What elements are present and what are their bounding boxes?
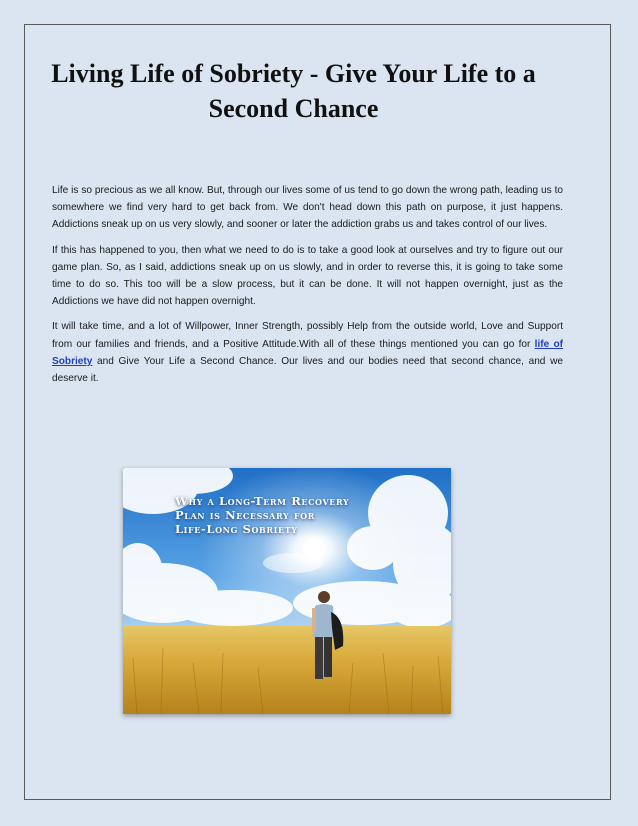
paragraph-2: If this has happened to you, then what we need to do is to take a good look at ourselves and try to figure out our game plan. So, as I said, addictions sneak up on us slowly, and in order to reverse this, it is going to take some time to do so. This too will be a slow process, but it can be done. It will not happen overnight, just as the Addictions we have did not happen overnight. bbox=[52, 244, 563, 308]
paragraph-3-text-before: It will take time, and a lot of Willpower, Inner Strength, possibly Help from the outside world, Love and Support from our families and friends, and a Positive Attitude.With all of these things mentioned you can go for bbox=[52, 321, 563, 350]
paragraph-3 bbox=[52, 318, 563, 387]
wheat-field bbox=[123, 626, 451, 714]
image-caption bbox=[175, 494, 395, 536]
page-title: Living Life of Sobriety - Give Your Life to a Second Chance bbox=[51, 59, 536, 123]
life-of-sobriety-link[interactable]: life of Sobriety bbox=[52, 338, 563, 367]
caption-line-3: Life-Long Sobriety bbox=[175, 522, 298, 536]
caption-line-2: Plan is Necessary for bbox=[175, 508, 315, 522]
article-body bbox=[52, 182, 563, 395]
paragraph-1: Life is so precious as we all know. But, through our lives some of us tend to go down the wrong path, leading us to somewhere we find very hard to get back from. We don't head down this path on purpose, it just happens. Addictions sneak up on us very slowly, and sooner or later the addiction grabs us and takes control of our lives. bbox=[52, 185, 563, 231]
paragraph-3-text-after: and Give Your Life a Second Chance. Our lives and our bodies need that second chance, and we deserve it. bbox=[52, 355, 563, 385]
caption-line-1: Why a Long-Term Recovery bbox=[175, 494, 350, 508]
sun bbox=[303, 538, 325, 560]
recovery-plan-image bbox=[123, 468, 451, 714]
